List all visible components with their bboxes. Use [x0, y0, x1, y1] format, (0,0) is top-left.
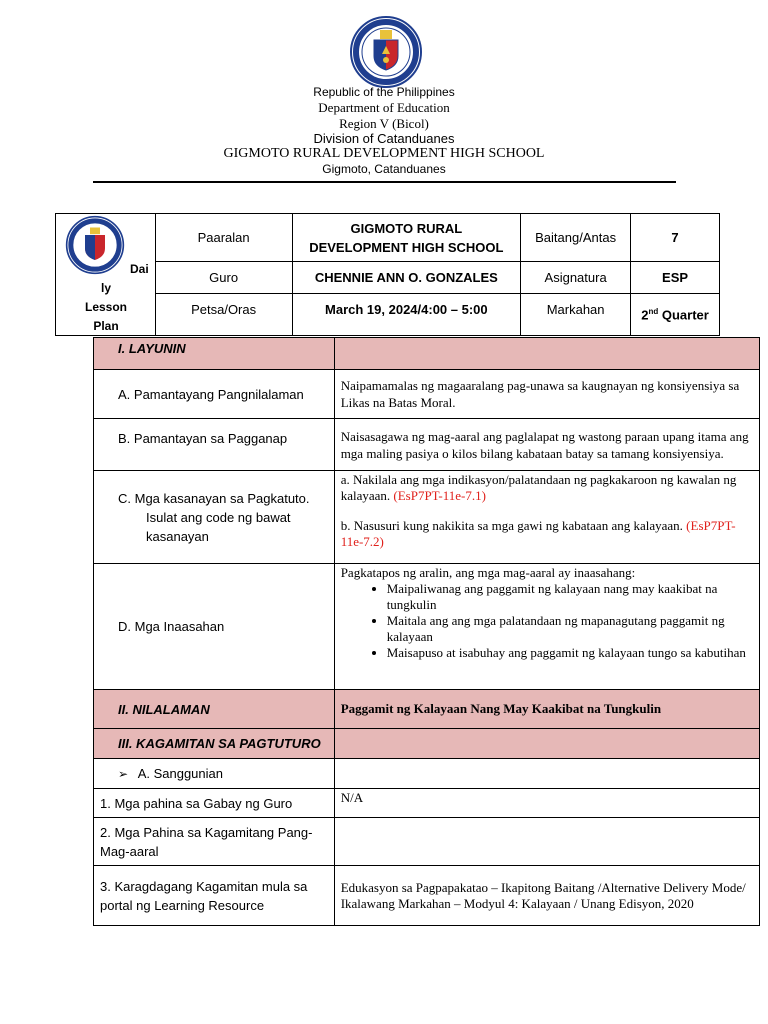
inaasahan-item: • Maisapuso at isabuhay ang paggamit ng kalayaan tungo sa kabutihan	[387, 645, 753, 661]
inaasahan-text: Pagkatapos ng aralin, ang mga mag-aaral ay inaasahang: • Maipaliwanag ang paggamit ng kalayaan nang may kaakibat na tungkulin • Maitala ang ang mga palatandaan ng mapanagutang paggamit ng kalayaan • Maisapuso at isabuhay ang paggamit ng kalayaan tungo sa kabutihan	[334, 564, 759, 690]
lesson-table	[93, 337, 760, 926]
code-b: (EsP7PT-11e-7.2)	[340, 518, 736, 549]
deped-seal-small-logo	[60, 215, 130, 275]
section-kagamitan: III. KAGAMITAN SA PAGTUTURO	[94, 729, 335, 759]
town-line: Gigmoto, Catanduanes	[322, 162, 446, 176]
markahan-label: Markahan	[521, 294, 631, 336]
pamantayan-sa-pagganap-text: Naisasagawa ng mag-aaral ang paglalapat ng wastong paraan upang itama ang mga maling pasiya o kilos bilang kabataan batay sa tamang konsiyensiya.	[334, 419, 759, 471]
info-table	[55, 213, 720, 336]
inaasahan-label: D. Mga Inaasahan	[94, 564, 335, 690]
deped-seal-logo	[350, 16, 422, 88]
asignatura-label: Asignatura	[521, 262, 631, 294]
petsa-label: Petsa/Oras	[155, 294, 292, 336]
header-rule	[93, 181, 676, 183]
karagdagang-kagamitan-label: 3. Karagdagang Kagamitan mula sa portal ng Learning Resource	[94, 866, 335, 926]
division-line: Division of Catanduanes	[313, 131, 455, 146]
pamantayang-pangnilalaman-label: A. Pamantayang Pangnilalaman	[94, 370, 335, 419]
region-line: Region V (Bicol)	[339, 116, 429, 131]
sanggunian-label: ➢ A. Sanggunian	[94, 759, 335, 789]
pamantayan-sa-pagganap-label: B. Pamantayan sa Pagganap	[94, 419, 335, 471]
sanggunian-value	[334, 759, 759, 789]
kagamitang-pang-mag-aaral-value	[334, 818, 759, 866]
petsa-value: March 19, 2024/4:00 – 5:00	[292, 294, 521, 336]
inaasahan-list	[341, 581, 753, 661]
gabay-guro-label: 1. Mga pahina sa Gabay ng Guro	[94, 789, 335, 818]
kagamitang-pang-mag-aaral-label: 2. Mga Pahina sa Kagamitang Pang-Mag-aaral	[94, 818, 335, 866]
plan-label-2: ly	[100, 281, 111, 295]
section-kagamitan-value	[334, 729, 759, 759]
section-nilalaman: II. NILALAMAN	[94, 690, 335, 729]
daily-lesson-plan-cell	[56, 214, 156, 336]
guro-value: CHENNIE ANN O. GONZALES	[292, 262, 521, 294]
arrow-icon: ➢	[118, 767, 129, 781]
asignatura-value: ESP	[631, 262, 720, 294]
baitang-value: 7	[631, 214, 720, 262]
inaasahan-item: • Maipaliwanag ang paggamit ng kalayaan nang may kaakibat na tungkulin	[387, 581, 753, 613]
inaasahan-item: • Maitala ang ang mga palatandaan ng mapanagutang paggamit ng kalayaan	[387, 613, 753, 645]
paaralan-label: Paaralan	[155, 214, 292, 262]
plan-label-4: Plan	[93, 319, 119, 333]
plan-label-1: Dai	[130, 262, 149, 276]
code-a: (EsP7PT-11e-7.1)	[393, 488, 486, 503]
kasanayan-label: C. Mga kasanayan sa Pagkatuto. Isulat ang code ng bawat kasanayan	[94, 471, 335, 564]
markahan-value: 2nd Quarter	[631, 294, 720, 336]
pamantayang-pangnilalaman-text: Naipamamalas ng magaaralang pag-unawa sa kaugnayan ng konsiyensiya sa Likas na Batas Moral.	[334, 370, 759, 419]
nilalaman-value: Paggamit ng Kalayaan Nang May Kaakibat na Tungkulin	[334, 690, 759, 729]
section-layunin: I. LAYUNIN	[94, 338, 335, 370]
baitang-label: Baitang/Antas	[521, 214, 631, 262]
republic-line: Republic of the Philippines	[313, 85, 455, 99]
karagdagang-kagamitan-value: Edukasyon sa Pagpapakatao – Ikapitong Baitang /Alternative Delivery Mode/ Ikalawang Markahan – Modyul 4: Kalayaan / Unang Edisyon, 2020	[334, 866, 759, 926]
school-line: GIGMOTO RURAL DEVELOPMENT HIGH SCHOOL	[223, 146, 545, 161]
paaralan-value: GIGMOTO RURAL DEVELOPMENT HIGH SCHOOL	[292, 214, 521, 262]
kasanayan-text: a. Nakilala ang mga indikasyon/palatandaan ng pagkakaroon ng kawalan ng kalayaan. (EsP7PT-11e-7.1) b. Nasusuri kung nakikita sa mga gawi ng kabataan ang kalayaan. (EsP7PT-11e-7.2)	[334, 471, 759, 564]
plan-label-3: Lesson	[84, 300, 127, 314]
department-line: Department of Education	[318, 100, 450, 115]
guro-label: Guro	[155, 262, 292, 294]
section-layunin-value	[334, 338, 759, 370]
gabay-guro-value: N/A	[334, 789, 759, 818]
